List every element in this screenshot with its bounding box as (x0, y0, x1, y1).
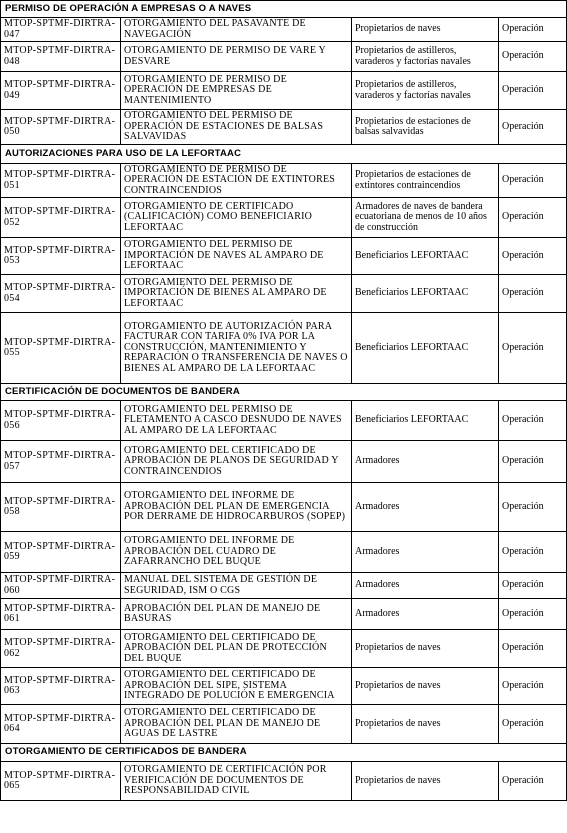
section-heading: CERTIFICACIÓN DE DOCUMENTOS DE BANDERA (1, 384, 567, 401)
procedure-code-cell: MTOP-SPTMF-DIRTRA-057 (1, 441, 121, 483)
procedure-code-cell: MTOP-SPTMF-DIRTRA-049 (1, 72, 121, 110)
table-row (1, 630, 567, 668)
recipient-cell: Propietarios de estaciones de balsas salvavidas (352, 110, 499, 145)
procedure-code-cell: MTOP-SPTMF-DIRTRA-048 (1, 42, 121, 72)
recipient-cell: Propietarios de naves (352, 705, 499, 744)
table-row (1, 532, 567, 573)
procedure-type-cell: Operación (499, 18, 567, 42)
section-heading: PERMISO DE OPERACIÓN A EMPRESAS O A NAVES (1, 1, 567, 18)
procedure-code-cell: MTOP-SPTMF-DIRTRA-064 (1, 705, 121, 744)
recipient-cell: Propietarios de naves (352, 18, 499, 42)
procedure-name-cell: OTORGAMIENTO DEL INFORME DE APROBACIÓN DEL PLAN DE EMERGENCIA POR DERRAME DE HIDROCARBUROS (SOPEP) (121, 483, 352, 532)
procedure-code-cell: MTOP-SPTMF-DIRTRA-054 (1, 275, 121, 313)
section-heading: OTORGAMIENTO DE CERTIFICADOS DE BANDERA (1, 744, 567, 762)
section-heading-row (1, 145, 567, 164)
table-row (1, 72, 567, 110)
procedure-type-cell: Operación (499, 401, 567, 441)
procedure-code-cell: MTOP-SPTMF-DIRTRA-050 (1, 110, 121, 145)
table-row (1, 198, 567, 238)
recipient-cell: Propietarios de astilleros, varaderos y factorías navales (352, 42, 499, 72)
table-row (1, 599, 567, 630)
recipient-cell: Propietarios de naves (352, 668, 499, 705)
procedure-code-cell: MTOP-SPTMF-DIRTRA-059 (1, 532, 121, 573)
table-row (1, 762, 567, 801)
table-row (1, 313, 567, 384)
procedure-code-cell: MTOP-SPTMF-DIRTRA-053 (1, 238, 121, 275)
table-row (1, 668, 567, 705)
procedure-type-cell: Operación (499, 313, 567, 384)
table-row (1, 705, 567, 744)
procedure-name-cell: OTORGAMIENTO DE PERMISO DE OPERACIÓN DE ESTACIÓN DE EXTINTORES CONTRAINCENDIOS (121, 164, 352, 198)
procedure-code-cell: MTOP-SPTMF-DIRTRA-060 (1, 573, 121, 599)
table-row (1, 42, 567, 72)
recipient-cell: Armadores de naves de bandera ecuatoriana de menos de 10 años de construcción (352, 198, 499, 238)
procedure-code-cell: MTOP-SPTMF-DIRTRA-062 (1, 630, 121, 668)
procedures-table-body (1, 1, 567, 801)
recipient-cell: Armadores (352, 441, 499, 483)
procedure-name-cell: OTORGAMIENTO DE CERTIFICACIÓN POR VERIFICACIÓN DE DOCUMENTOS DE RESPONSABILIDAD CIVIL (121, 762, 352, 801)
procedure-name-cell: OTORGAMIENTO DEL CERTIFICADO DE APROBACIÓN DEL PLAN DE MANEJO DE AGUAS DE LASTRE (121, 705, 352, 744)
procedure-type-cell: Operación (499, 573, 567, 599)
table-row (1, 164, 567, 198)
procedure-type-cell: Operación (499, 275, 567, 313)
recipient-cell: Beneficiarios LEFORTAAC (352, 313, 499, 384)
procedure-type-cell: Operación (499, 483, 567, 532)
procedure-code-cell: MTOP-SPTMF-DIRTRA-056 (1, 401, 121, 441)
recipient-cell: Armadores (352, 532, 499, 573)
procedure-name-cell: OTORGAMIENTO DE AUTORIZACIÓN PARA FACTURAR CON TARIFA 0% IVA POR LA CONSTRUCCIÓN, MANTENIMIENTO Y REPARACIÓN O TRANSFERENCIA DE NAVES O BIENES AL AMPARO DE LA LEFORTAAC (121, 313, 352, 384)
procedure-name-cell: OTORGAMIENTO DEL PERMISO DE IMPORTACIÓN DE BIENES AL AMPARO DE LEFORTAAC (121, 275, 352, 313)
procedure-code-cell: MTOP-SPTMF-DIRTRA-065 (1, 762, 121, 801)
procedure-type-cell: Operación (499, 238, 567, 275)
procedure-name-cell: OTORGAMIENTO DEL PERMISO DE FLETAMENTO A CASCO DESNUDO DE NAVES AL AMPARO DE LA LEFORTAAC (121, 401, 352, 441)
procedure-type-cell: Operación (499, 441, 567, 483)
procedure-type-cell: Operación (499, 668, 567, 705)
procedure-type-cell: Operación (499, 72, 567, 110)
table-row (1, 483, 567, 532)
table-row (1, 275, 567, 313)
procedure-name-cell: OTORGAMIENTO DEL CERTIFICADO DE APROBACIÓN DEL SIPE, SISTEMA INTEGRADO DE POLUCIÓN E EMERGENCIA (121, 668, 352, 705)
recipient-cell: Propietarios de astilleros, varaderos y factorías navales (352, 72, 499, 110)
procedure-type-cell: Operación (499, 110, 567, 145)
recipient-cell: Armadores (352, 599, 499, 630)
procedure-type-cell: Operación (499, 42, 567, 72)
recipient-cell: Beneficiarios LEFORTAAC (352, 401, 499, 441)
procedure-name-cell: OTORGAMIENTO DE PERMISO DE VARE Y DESVARE (121, 42, 352, 72)
procedure-code-cell: MTOP-SPTMF-DIRTRA-061 (1, 599, 121, 630)
procedure-type-cell: Operación (499, 164, 567, 198)
procedure-type-cell: Operación (499, 630, 567, 668)
procedure-name-cell: OTORGAMIENTO DEL CERTIFICADO DE APROBACIÓN DE PLANOS DE SEGURIDAD Y CONTRAINCENDIOS (121, 441, 352, 483)
recipient-cell: Beneficiarios LEFORTAAC (352, 275, 499, 313)
procedure-name-cell: APROBACIÓN DEL PLAN DE MANEJO DE BASURAS (121, 599, 352, 630)
table-row (1, 441, 567, 483)
procedure-code-cell: MTOP-SPTMF-DIRTRA-052 (1, 198, 121, 238)
procedure-code-cell: MTOP-SPTMF-DIRTRA-051 (1, 164, 121, 198)
procedure-type-cell: Operación (499, 532, 567, 573)
section-heading-row (1, 1, 567, 18)
table-row (1, 401, 567, 441)
procedure-name-cell: OTORGAMIENTO DEL INFORME DE APROBACIÓN DEL CUADRO DE ZAFARRANCHO DEL BUQUE (121, 532, 352, 573)
recipient-cell: Propietarios de estaciones de extintores contraincendios (352, 164, 499, 198)
recipient-cell: Propietarios de naves (352, 762, 499, 801)
recipient-cell: Propietarios de naves (352, 630, 499, 668)
procedure-type-cell: Operación (499, 599, 567, 630)
table-row (1, 238, 567, 275)
procedure-type-cell: Operación (499, 198, 567, 238)
procedure-name-cell: OTORGAMIENTO DEL PERMISO DE OPERACIÓN DE ESTACIONES DE BALSAS SALVAVIDAS (121, 110, 352, 145)
procedure-name-cell: OTORGAMIENTO DE PERMISO DE OPERACIÓN DE EMPRESAS DE MANTENIMIENTO (121, 72, 352, 110)
section-heading: AUTORIZACIONES PARA USO DE LA LEFORTAAC (1, 145, 567, 164)
table-row (1, 573, 567, 599)
procedure-name-cell: OTORGAMIENTO DEL CERTIFICADO DE APROBACIÓN DEL PLAN DE PROTECCIÓN DEL BUQUE (121, 630, 352, 668)
recipient-cell: Beneficiarios LEFORTAAC (352, 238, 499, 275)
procedure-name-cell: OTORGAMIENTO DEL PERMISO DE IMPORTACIÓN DE NAVES AL AMPARO DE LEFORTAAC (121, 238, 352, 275)
procedure-name-cell: MANUAL DEL SISTEMA DE GESTIÓN DE SEGURIDAD, ISM O CGS (121, 573, 352, 599)
procedure-name-cell: OTORGAMIENTO DE CERTIFICADO (CALIFICACIÓN) COMO BENEFICIARIO LEFORTAAC (121, 198, 352, 238)
procedure-type-cell: Operación (499, 762, 567, 801)
section-heading-row (1, 744, 567, 762)
table-row (1, 18, 567, 42)
procedure-type-cell: Operación (499, 705, 567, 744)
procedure-name-cell: OTORGAMIENTO DEL PASAVANTE DE NAVEGACIÓN (121, 18, 352, 42)
recipient-cell: Armadores (352, 573, 499, 599)
procedure-code-cell: MTOP-SPTMF-DIRTRA-063 (1, 668, 121, 705)
table-row (1, 110, 567, 145)
procedure-code-cell: MTOP-SPTMF-DIRTRA-058 (1, 483, 121, 532)
section-heading-row (1, 384, 567, 401)
procedure-code-cell: MTOP-SPTMF-DIRTRA-047 (1, 18, 121, 42)
procedure-code-cell: MTOP-SPTMF-DIRTRA-055 (1, 313, 121, 384)
recipient-cell: Armadores (352, 483, 499, 532)
